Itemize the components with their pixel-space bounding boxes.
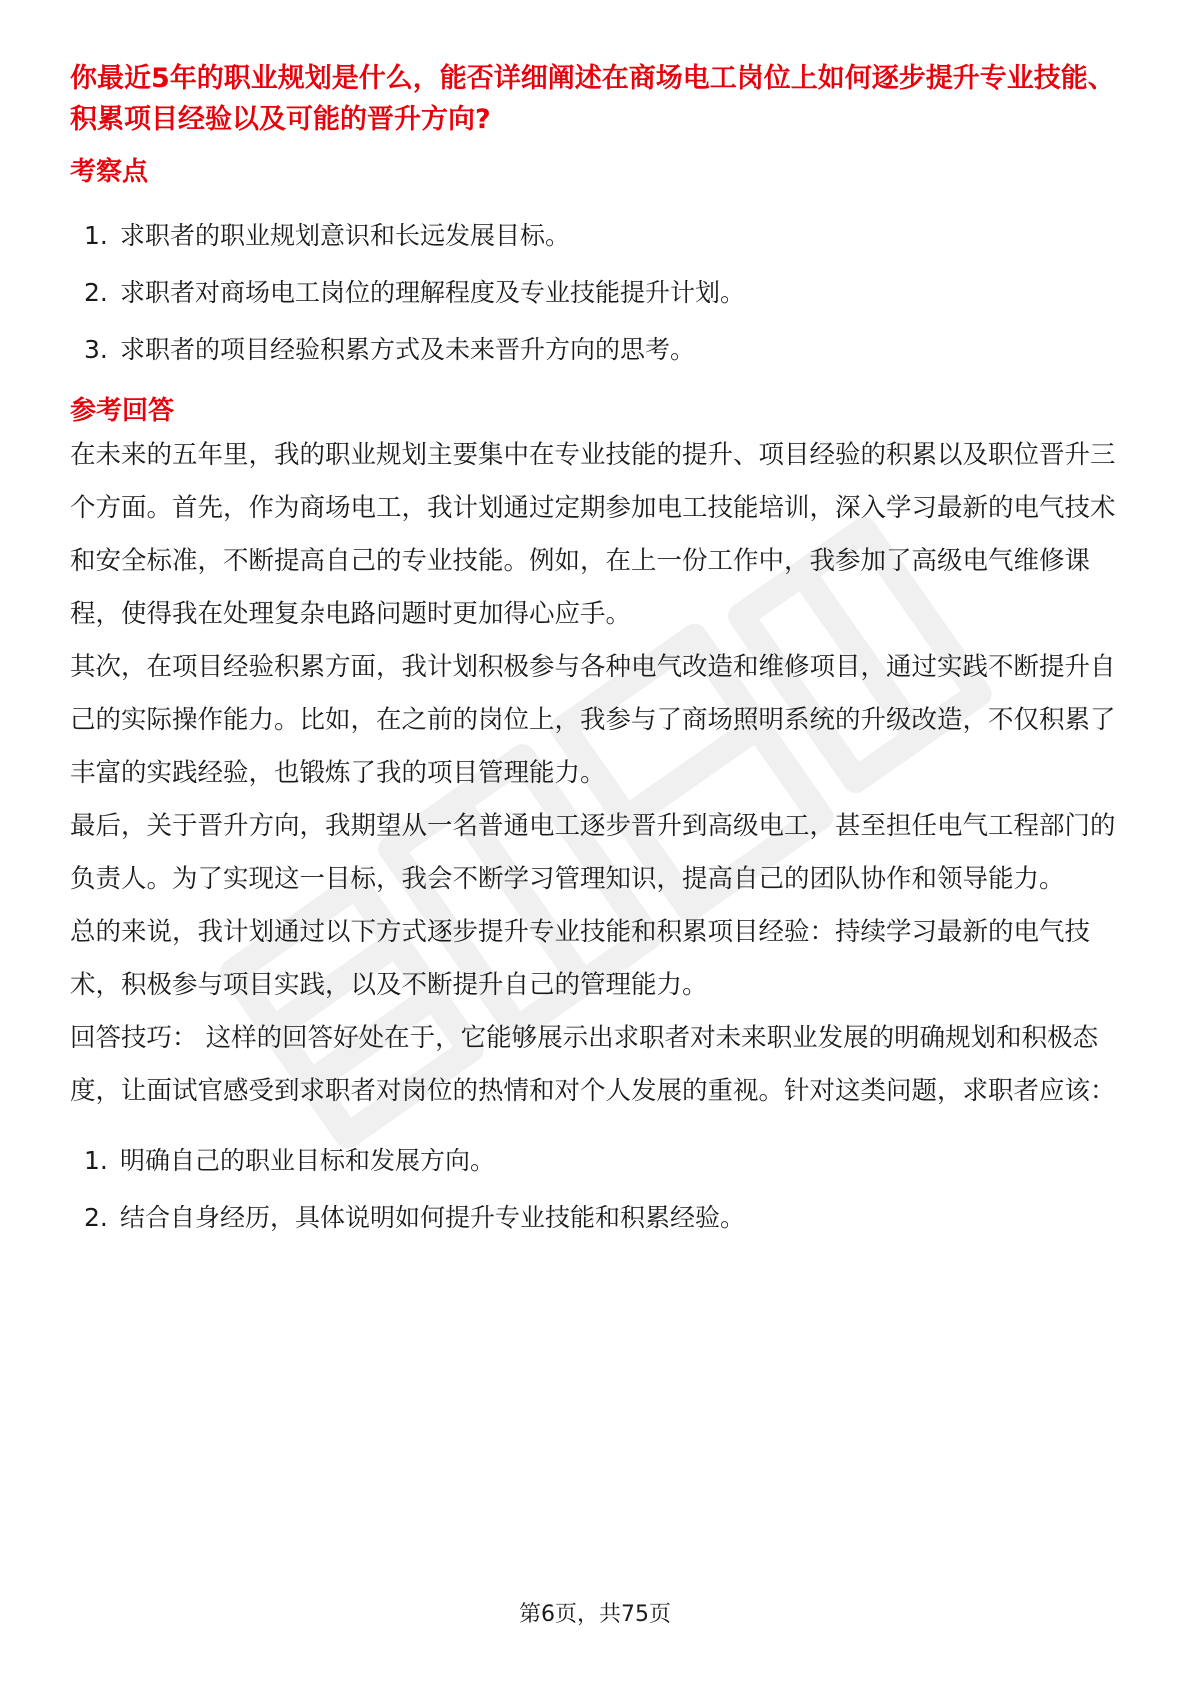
list-item xyxy=(70,276,1120,310)
list-item xyxy=(70,1144,1120,1178)
answer-tips-paragraph: 回答技巧： 这样的回答好处在于，它能够展示出求职者对未来职业发展的明确规划和积极态度，让面试官感受到求职者对岗位的热情和对个人发展的重视。针对这类问题，求职者应该： xyxy=(70,1023,1116,1106)
list-item xyxy=(70,1201,1120,1235)
question-heading: 你最近5年的职业规划是什么，能否详细阐述在商场电工岗位上如何逐步提升专业技能、积累项目经验以及可能的晋升方向? xyxy=(70,63,1115,135)
exam-points-list xyxy=(70,219,1120,367)
reference-answer-title: 参考回答 xyxy=(70,396,175,426)
list-item xyxy=(70,333,1120,367)
answer-paragraph: 在未来的五年里，我的职业规划主要集中在专业技能的提升、项目经验的积累以及职位晋升三个方面。首先，作为商场电工，我计划通过定期参加电工技能培训，深入学习最新的电气技术和安全标准，不断提高自己的专业技能。例如，在上一份工作中，我参加了高级电气维修课程，使得我在处理复杂电路问题时更加得心应手。 xyxy=(70,440,1116,629)
list-text: 明确自己的职业目标和发展方向。 xyxy=(120,1146,496,1175)
list-number: 2. xyxy=(84,1203,108,1232)
list-number: 1. xyxy=(84,221,108,250)
list-number: 3. xyxy=(84,335,108,364)
page-footer: 第6页，共75页 xyxy=(519,1602,671,1627)
list-number: 1. xyxy=(84,1146,108,1175)
list-text: 求职者对商场电工岗位的理解程度及专业技能提升计划。 xyxy=(120,278,746,307)
exam-points-title: 考察点 xyxy=(70,157,149,187)
answer-paragraph: 总的来说，我计划通过以下方式逐步提升专业技能和积累项目经验：持续学习最新的电气技术，积极参与项目实践，以及不断提升自己的管理能力。 xyxy=(70,917,1091,1000)
list-text: 结合自身经历，具体说明如何提升专业技能和积累经验。 xyxy=(120,1203,746,1232)
list-text: 求职者的职业规划意识和长远发展目标。 xyxy=(120,221,571,250)
list-number: 2. xyxy=(84,278,108,307)
list-text: 求职者的项目经验积累方式及未来晋升方向的思考。 xyxy=(120,335,696,364)
list-item xyxy=(70,219,1120,253)
answer-paragraph: 其次，在项目经验积累方面，我计划积极参与各种电气改造和维修项目，通过实践不断提升自己的实际操作能力。比如，在之前的岗位上，我参与了商场照明系统的升级改造，不仅积累了丰富的实践经验，也锻炼了我的项目管理能力。 xyxy=(70,652,1116,788)
document-content xyxy=(70,58,1120,1258)
answer-tips-list xyxy=(70,1144,1120,1235)
answer-paragraph: 最后，关于晋升方向，我期望从一名普通电工逐步晋升到高级电工，甚至担任电气工程部门的负责人。为了实现这一目标，我会不断学习管理知识，提高自己的团队协作和领导能力。 xyxy=(70,811,1116,894)
